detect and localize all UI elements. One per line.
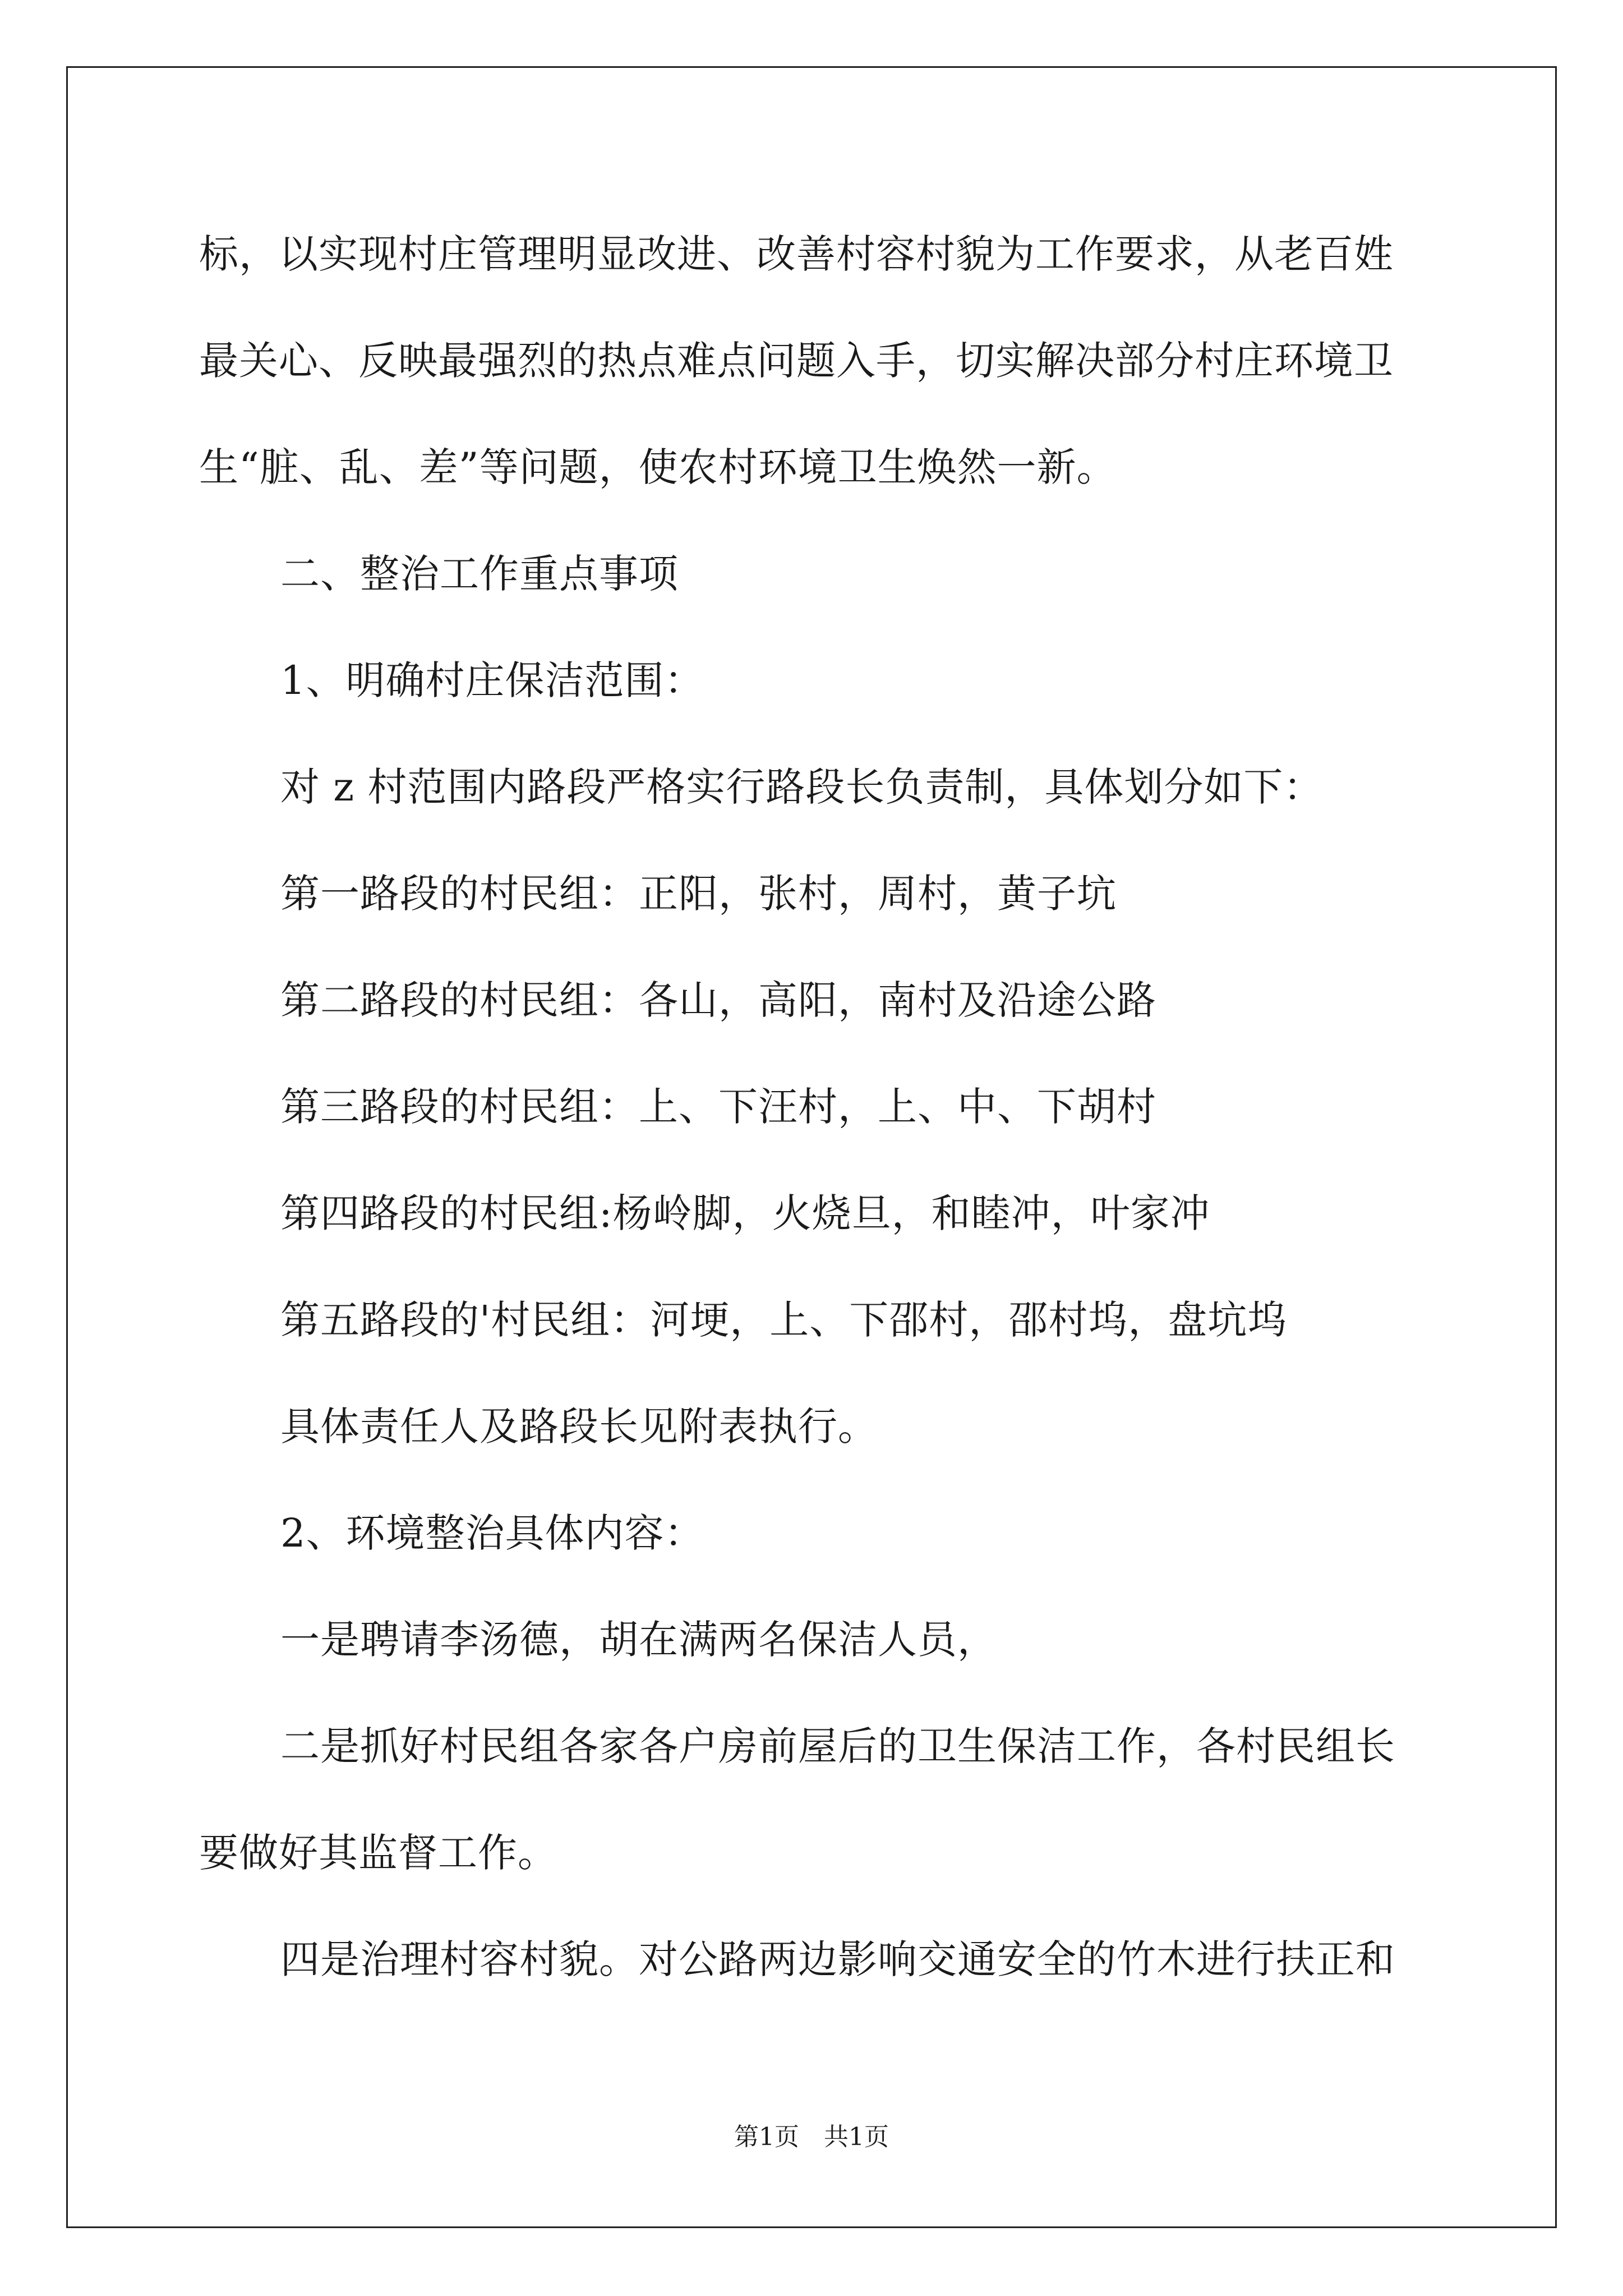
paragraph-line: 要做好其监督工作。 <box>199 1830 557 1876</box>
paragraph-line: 一是聘请李汤德，胡在满两名保洁人员， <box>280 1617 997 1663</box>
subsection-heading: 1、明确村庄保洁范围： <box>280 657 704 703</box>
list-item: 第二路段的村民组：各山，高阳，南村及沿途公路 <box>280 977 1156 1023</box>
page-border <box>66 66 1557 2228</box>
section-heading: 二、整治工作重点事项 <box>280 551 679 597</box>
paragraph-line: 生“脏、乱、差”等问题，使农村环境卫生焕然一新。 <box>199 444 1117 490</box>
list-item: 第五路段的'村民组：河埂，上、下邵村，邵村坞，盘坑坞 <box>280 1297 1288 1343</box>
subsection-heading: 2、环境整治具体内容： <box>280 1510 704 1556</box>
list-item: 第三路段的村民组：上、下汪村，上、中、下胡村 <box>280 1084 1156 1130</box>
paragraph-line: 对 z 村范围内路段严格实行路段长负责制，具体划分如下： <box>280 764 1324 810</box>
paragraph-line: 具体责任人及路段长见附表执行。 <box>280 1404 878 1450</box>
paragraph-line: 最关心、反映最强烈的热点难点问题入手，切实解决部分村庄环境卫 <box>199 338 1394 384</box>
paragraph-line: 四是治理村容村貌。对公路两边影响交通安全的竹木进行扶正和 <box>280 1936 1395 1982</box>
list-item: 第一路段的村民组：正阳，张村，周村，黄子坑 <box>280 871 1117 917</box>
paragraph-line: 二是抓好村民组各家各户房前屋后的卫生保洁工作，各村民组长 <box>280 1723 1395 1769</box>
page-footer: 第1页 共1页 <box>734 2123 889 2151</box>
paragraph-line: 标，以实现村庄管理明显改进、改善村容村貌为工作要求，从老百姓 <box>199 231 1394 277</box>
list-item: 第四路段的村民组:杨岭脚，火烧旦，和睦冲，叶家冲 <box>280 1190 1210 1236</box>
